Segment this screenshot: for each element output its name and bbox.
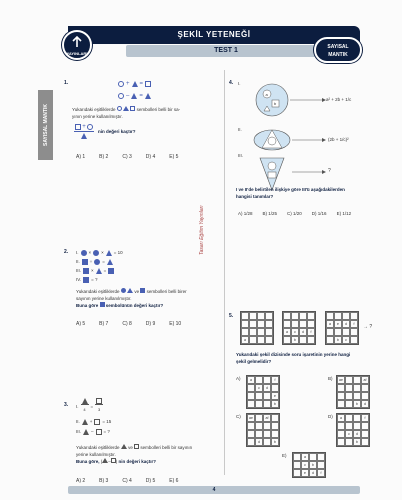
q3-number: 3. — [64, 402, 69, 408]
triangle-icon — [81, 133, 87, 139]
q2-text1: Yukarıdaki eşitliklerde — [76, 289, 120, 294]
q4-row1-expression: a² + 2b + 1/c — [326, 97, 352, 102]
filled-triangle-icon — [107, 259, 113, 265]
q5-sequence-grid-3: a e d f b c — [325, 311, 359, 345]
q4-row2-expression: (2b + 1/c)² — [328, 137, 349, 142]
q5-option-d-grid[interactable]: a f c d b — [336, 413, 370, 447]
q2-line4-label: IV. — [76, 277, 82, 282]
footer-bar — [68, 486, 360, 494]
q3-text4: yerine kullanılmıştır. — [76, 452, 116, 457]
q4-options — [238, 211, 351, 216]
q1-expression: + nin değeri kaçtır? — [74, 124, 136, 139]
triangle-icon — [121, 444, 127, 449]
triangle-icon — [83, 429, 89, 435]
q1-number: 1. — [64, 80, 69, 86]
watermark: Tasarı Eğitim Yayınları — [199, 205, 205, 255]
q4-row2-label: II. — [238, 127, 242, 132]
q2-option-c[interactable]: C) 8 — [122, 321, 132, 327]
q5-option-d-label[interactable]: D) — [328, 414, 333, 419]
q3-ask-suffix: nin değeri kaçtır? — [118, 459, 157, 464]
triangle-icon — [82, 419, 88, 425]
q4-option-a[interactable]: A) 1/28 — [238, 211, 253, 216]
filled-triangle-icon — [106, 250, 112, 256]
q2-option-e[interactable]: E) 10 — [169, 321, 182, 327]
header-subtitle: TEST 1 — [214, 47, 238, 54]
q2-option-d[interactable]: D) 9 — [145, 321, 156, 327]
q5-option-e-grid[interactable]: a c b e d f — [292, 452, 326, 478]
q5-option-b-label[interactable]: B) — [328, 376, 333, 381]
q5-sequence-grid-1: a — [240, 311, 274, 345]
filled-triangle-icon — [96, 268, 102, 274]
triangle-icon — [131, 93, 137, 99]
q1-options — [76, 154, 178, 160]
q3-text: Yukarıdaki eşitliklerde ve sembolleri belli bir sayının yerine kullanılmıştır. Buna göre, ( – ) nin değeri kaçtır? — [76, 445, 193, 464]
header-subtitle-bar — [126, 45, 326, 57]
filled-square-icon — [140, 288, 145, 293]
q3-ask-prefix: Buna göre, — [76, 459, 100, 464]
q2-option-a[interactable]: A) 5 — [76, 321, 86, 327]
square-icon — [134, 444, 139, 449]
q5-arrow: → ? — [363, 324, 373, 330]
q5-option-c-label[interactable]: C) — [236, 414, 241, 419]
filled-circle-icon — [81, 250, 87, 256]
square-icon — [96, 429, 102, 435]
q5-sequence-grid-2: a c d f b — [282, 311, 316, 345]
q3-line3-value: = ? — [103, 429, 110, 434]
q3-option-c[interactable]: C) 4 — [122, 478, 132, 484]
q5-option-a-grid[interactable]: a f c d e b — [246, 375, 280, 409]
q3-option-a[interactable]: A) 2 — [76, 478, 86, 484]
q2-ask-suffix: sembolünün değeri kaçtır? — [105, 303, 164, 308]
circle-icon — [118, 93, 124, 99]
badge-line2: MANTIK — [328, 52, 348, 58]
q3-text3: sembolleri belli bir sayının — [140, 445, 193, 450]
page-number: 4 — [212, 487, 216, 493]
q5-option-b-grid[interactable]: ae af b d — [336, 375, 370, 409]
filled-triangle-icon — [127, 288, 133, 293]
q4-option-c[interactable]: C) 1/20 — [287, 211, 302, 216]
q5-option-e-label[interactable]: E) — [282, 453, 287, 458]
circle-icon — [118, 81, 124, 87]
q4-figures — [250, 80, 390, 230]
circle-icon — [87, 124, 93, 130]
q1-option-e[interactable]: E) 5 — [169, 154, 179, 160]
q4-number: 4. — [229, 80, 234, 86]
q2-option-b[interactable]: B) 7 — [99, 321, 109, 327]
q3-equations: I. 4 = 3 II. + = 15 III. – = ? — [76, 398, 111, 437]
q4-row3-expression: ? — [328, 168, 331, 174]
q2-line3-label: III. — [76, 268, 82, 273]
publisher-logo — [62, 30, 92, 60]
q4-option-b[interactable]: B) 1/25 — [262, 211, 278, 216]
filled-circle-icon — [94, 259, 100, 265]
q2-text2: ve — [134, 289, 140, 294]
q1-option-c[interactable]: C) 3 — [122, 154, 132, 160]
q3-line2-value: = 15 — [102, 419, 112, 424]
q3-options — [76, 478, 178, 484]
header-title: ŞEKİL YETENEĞİ — [177, 30, 251, 39]
square-icon — [145, 81, 151, 87]
q5-option-a-label[interactable]: A) — [236, 376, 241, 381]
square-icon — [111, 458, 116, 463]
side-tab-label: SAYISAL MANTIK — [42, 104, 49, 146]
triangle-icon — [132, 81, 138, 87]
q2-ask-prefix: Buna göre — [76, 303, 99, 308]
q2-equations: I. × × = 10 II. ÷ = III. × = IV. = ? — [76, 250, 123, 282]
q1-text1: Yukarıdaki eşitliklerde — [72, 107, 116, 112]
circle-icon — [117, 106, 122, 111]
q4-option-d[interactable]: D) 1/16 — [311, 211, 327, 216]
q3-line1-label: I. — [76, 403, 79, 409]
q3-line3-label: III. — [76, 429, 82, 434]
svg-text:b: b — [274, 101, 277, 106]
q2-text3: sembolleri belli birer — [146, 289, 187, 294]
q2-line4-value: = ? — [91, 277, 98, 282]
filled-square-icon — [82, 259, 88, 265]
q1-option-d[interactable]: D) 4 — [145, 154, 156, 160]
badge-line1: SAYISAL — [327, 44, 349, 50]
square-icon — [75, 124, 81, 130]
q2-text — [76, 288, 221, 309]
q3-text2: ve — [128, 445, 133, 450]
q3-option-e[interactable]: E) 6 — [169, 478, 179, 484]
triangle-icon — [145, 93, 151, 99]
q3-option-b[interactable]: B) 3 — [99, 478, 109, 484]
q4-text1: I ve II'de belirtilen ilişkiye göre III'ü aşağıdakilerden — [236, 187, 345, 192]
triangle-icon — [102, 458, 108, 463]
filled-circle-icon — [93, 250, 99, 256]
q4-text2: hangisi tanımlar? — [236, 194, 274, 199]
filled-square-icon — [100, 302, 105, 307]
q1-option-b[interactable]: B) 2 — [99, 154, 109, 160]
filled-circle-icon — [121, 288, 126, 293]
q5-text1: Yukarıdaki şekil dizisinde soru işaretinin yerine hangi — [236, 352, 351, 357]
q1-option-a[interactable]: A) 1 — [76, 154, 86, 160]
side-tab — [38, 90, 53, 160]
column-divider — [224, 70, 225, 475]
q1-equation-1: + = — [118, 81, 151, 87]
svg-text:a: a — [265, 92, 268, 97]
q2-text4: sayının yerine kullanılmıştır. — [76, 296, 132, 301]
q5-number: 5. — [229, 313, 234, 319]
q2-line2-label: II. — [76, 259, 80, 264]
q4-row1-label: I. — [238, 81, 241, 86]
logo-text: YAYINLARI — [66, 51, 88, 56]
section-badge — [314, 37, 362, 63]
q1-text2: sembolleri belli bir sa- — [136, 107, 181, 112]
q1-text3: yının yerine kullanılmıştır. — [72, 114, 123, 119]
square-icon — [94, 419, 100, 425]
q2-number: 2. — [64, 249, 69, 255]
q3-text1: Yukarıdaki eşitliklerde — [76, 445, 120, 450]
q5-question-mark: ? — [369, 324, 373, 330]
q3-line2-label: II. — [76, 419, 80, 424]
q5-text2: şekil gelmelidir? — [236, 359, 272, 364]
q1-text — [72, 106, 222, 120]
q2-options — [76, 321, 181, 327]
q4-row3-label: III. — [238, 153, 244, 158]
filled-square-icon — [108, 268, 114, 274]
q2-line1-value: = 10 — [113, 250, 123, 255]
q1-equation-2: – = — [118, 93, 151, 99]
q5-question — [236, 351, 396, 365]
q5-option-c-grid[interactable]: ae af d b — [246, 413, 280, 447]
q2-line1-label: I. — [76, 250, 79, 255]
triangle-icon — [123, 106, 129, 111]
q4-option-e[interactable]: E) 1/12 — [336, 211, 352, 216]
filled-square-icon — [83, 268, 89, 274]
q4-question — [236, 186, 396, 200]
filled-square-icon — [83, 277, 89, 283]
q1-ask: nin değeri kaçtır? — [98, 129, 136, 134]
square-icon — [130, 106, 135, 111]
q3-option-d[interactable]: D) 5 — [145, 478, 156, 484]
